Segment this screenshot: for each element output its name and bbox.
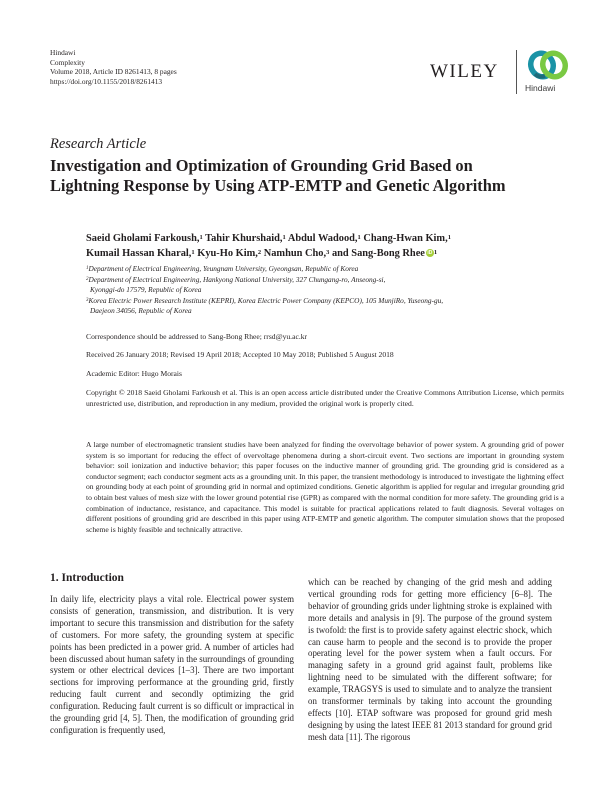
publisher-name: Hindawi (50, 48, 76, 57)
section-heading-introduction: 1. Introduction (50, 572, 124, 584)
authors-line-1 (86, 231, 566, 246)
logo-divider (516, 50, 517, 94)
paper-title (50, 156, 570, 196)
author-affiliation-marker: 1 (433, 249, 438, 256)
article-type: Research Article (50, 136, 147, 152)
hindawi-logo-icon (526, 48, 570, 82)
affiliation-continuation: Kyonggi-do 17579, Republic of Korea (90, 285, 202, 295)
author-affiliation-marker: 1 (282, 234, 286, 241)
authors-line-2 (86, 246, 566, 261)
author-list (86, 231, 566, 261)
publication-dates: Received 26 January 2018; Revised 19 April 2018; Accepted 10 May 2018; Published 5 August 2018 (86, 350, 394, 359)
author-affiliation-marker: 1 (357, 234, 361, 241)
title-line-1: Investigation and Optimization of Grounding Grid Based on (50, 156, 473, 175)
affiliation-number: 3 (86, 297, 89, 303)
author-name: Kyu-Ho Kim, (197, 248, 258, 259)
author-affiliation-marker: 1 (199, 234, 203, 241)
author-name: Chang-Hwan Kim, (363, 233, 448, 244)
doi-link[interactable]: https://doi.org/10.1155/2018/8261413 (50, 76, 163, 86)
affiliation-item (86, 296, 566, 307)
affiliations (86, 264, 566, 317)
author-affiliation-marker: 3 (326, 249, 330, 256)
title-line-2: Lightning Response by Using ATP-EMTP and Genetic Algorithm (50, 176, 506, 195)
hindawi-wordmark: Hindawi (525, 83, 556, 93)
affiliation-number: 2 (86, 276, 89, 282)
author-name: Kumail Hassan Kharal, (86, 248, 192, 259)
author-name: Saeid Gholami Farkoush, (86, 233, 200, 244)
affiliation-text: Korea Electric Power Research Institute (KEPRI), Korea Electric Power Company (KEPCO), 105 MunjiRo, Yuseong-gu, (88, 295, 444, 305)
affiliation-item (86, 275, 566, 286)
affiliation-text: Department of Electrical Engineering, Hankyong National University, 327 Chungang-ro, Anseong-si, (88, 274, 386, 284)
affiliation-continuation: Daejeon 34056, Republic of Korea (90, 306, 192, 316)
correspondence: Correspondence should be addressed to Sang-Bong Rhee; rrsd@yu.ac.kr (86, 332, 308, 341)
author-affiliation-marker: 2 (257, 249, 262, 256)
author-affiliation-marker: 1 (447, 234, 451, 241)
author-name: Namhun Cho, (263, 248, 327, 259)
body-column-left: In daily life, electricity plays a vital role. Electrical power system consists of generation, transmission, and distribution. It is very important to secure this transmission and distribution for the safety of customers. For more safety, the grounding system at specific points has been predicted in a power grid. A number of articles had been discussed about human safety in the surroundings of grounding system or other electrical devices [1–3]. There are two important sections for improving performance at the grounding grid, firstly reducing fault current and secondly optimizing the grid configuration. Reducing fault current is so difficult or impractical in the grounding grid [4, 5]. Then, the modification of grounding grid configuration is frequently used, (50, 594, 294, 735)
academic-editor: Academic Editor: Hugo Morais (86, 369, 182, 378)
wiley-logo: WILEY (430, 61, 499, 82)
affiliation-item (86, 264, 566, 275)
author-name: and Sang-Bong Rhee (331, 248, 425, 259)
volume-info: Volume 2018, Article ID 8261413, 8 pages (50, 67, 177, 77)
author-name: Tahir Khurshaid, (205, 233, 283, 244)
affiliation-text: Department of Electrical Engineering, Yeungnam University, Gyeongsan, Republic of Korea (88, 264, 359, 273)
copyright-notice: Copyright © 2018 Saeid Gholami Farkoush et al. This is an open access article distributed under the Creative Commons Attribution License, which permits unrestricted use, distribution, and reproduction in any medium, provided the original work is properly cited. (86, 388, 564, 408)
affiliation-number: 1 (86, 266, 89, 271)
journal-name: Complexity (50, 57, 85, 67)
orcid-icon[interactable]: iD (427, 249, 433, 256)
author-name: Abdul Wadood, (287, 233, 358, 244)
author-affiliation-marker: 1 (191, 249, 195, 256)
abstract: A large number of electromagnetic transient studies have been analyzed for finding the overvoltage behavior of power system. A grounding grid of power system is so important for reducing the effect of overvoltage phenomena during a short-circuit event. Two sections are important in grounding system behavior: soil ionization and inductive behavior; this paper focuses on the inductive manner of grounding grid. The grounding grid is considered as a conductor segment; each conductor segment acts as a grounding unit. In this paper, the transient methodology is introduced to investigate the lightning effect on grounding body at each point of grounding grid in normal and optimized conditions. Genetic algorithm is applied for regular and irregular grounding grid to obtain best values of mesh size with the lower ground potential rise (GPR) as compared with the normal condition for more safety. The grounding grid is a combination of inductance, resistance, and capacitance. This model is suitable for practical applications related to fault diagnosis. Several voltages on different positions of grounding grid are described in this paper using ATP-EMTP and genetic algorithm. The computer simulation shows that the proposed scheme is highly feasible and technically attractive. (86, 440, 564, 534)
publisher-logos (430, 46, 570, 96)
journal-meta (50, 48, 177, 86)
body-column-right: which can be reached by changing of the grid mesh and adding vertical grounding rods for getting more efficiency [6–8]. The behavior of grounding grids under lightning stroke is explained with more details and analysis in [9]. The purpose of the ground system is twofold: the first is to provide safety against electric shock, which can cause harm to people and the second is to provide the proper operating level for the power system when a fault occurs. For managing safety in a ground grid against fault, problems like lightning need to be simulated with the different software; for example, TRAGSYS is used to simulate and to analyze the transient on transformer terminals by taking into account the grounding effects [10]. ETAP software was proposed for ground grid mesh designing by using the latest IEEE 81 2013 standard for ground grid mesh data [11]. The rigorous (308, 577, 552, 742)
